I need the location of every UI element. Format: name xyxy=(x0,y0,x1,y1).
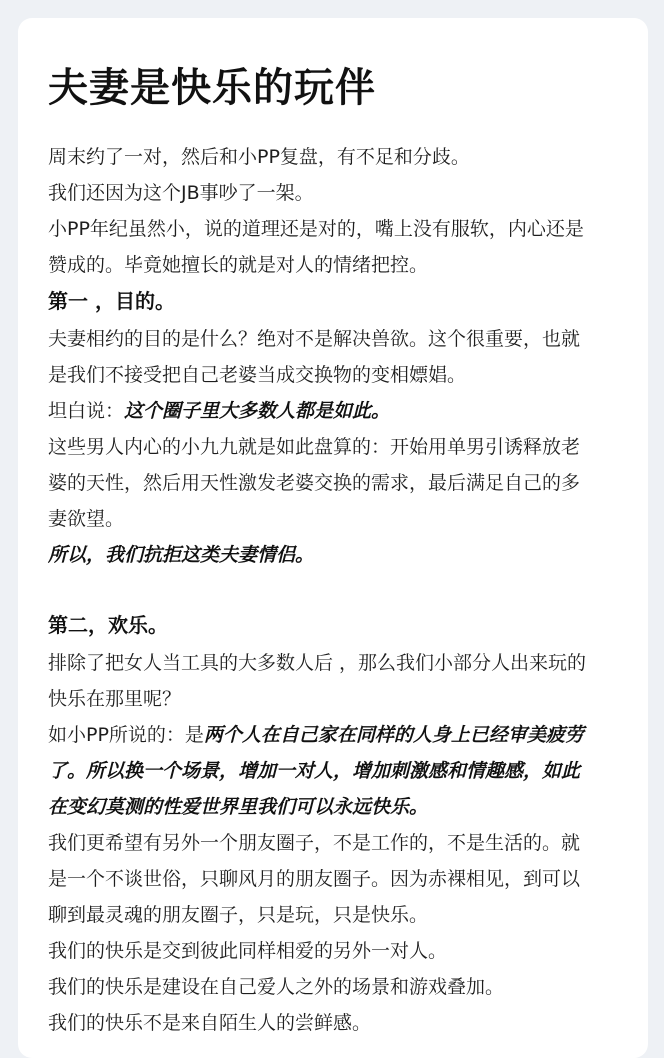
section-2-paragraph-3-line-2: 是一个不谈世俗，只聊风月的朋友圈子。因为赤裸相见，到可以 xyxy=(48,868,581,890)
section-2-paragraph-2-emphasis-1: 两个人在自己家在同样的人身上已经审美疲劳 xyxy=(203,724,584,746)
section-1-paragraph-3-line-3: 妻欲望。 xyxy=(48,508,125,530)
section-2-paragraph-2-line-1 xyxy=(48,718,616,752)
section-2-paragraph-4: 我们的快乐是交到彼此同样相爱的另外一对人。 xyxy=(48,940,448,962)
section-1-paragraph-2-prefix: 坦白说： xyxy=(48,400,125,422)
section-1-paragraph-3-line-2: 婆的天性，然后用天性激发老婆交换的需求，最后满足自己的多 xyxy=(48,472,581,494)
section-1-paragraph-1-line-2: 是我们不接受把自己老婆当成交换物的变相嫖娼。 xyxy=(48,364,467,386)
intro-paragraph-3-line-2: 赞成的。毕竟她擅长的就是对人的情绪把控。 xyxy=(48,254,429,276)
section-2-paragraph-5: 我们的快乐是建设在自己爱人之外的场景和游戏叠加。 xyxy=(48,976,505,998)
section-1-heading: 第一 ，目的。 xyxy=(48,289,175,313)
section-1-paragraph-3-line-1: 这些男人内心的小九九就是如此盘算的：开始用单男引诱释放老 xyxy=(48,436,581,458)
section-2-paragraph-3-line-1: 我们更希望有另外一个朋友圈子，不是工作的，不是生活的。就 xyxy=(48,832,581,854)
section-spacer xyxy=(48,574,648,608)
section-2-paragraph-2-emphasis-2: 了。所以换一个场景，增加一对人，增加刺激感和情趣感，如此 xyxy=(48,760,581,782)
section-1-conclusion: 所以，我们抗拒这类夫妻情侣。 xyxy=(48,544,315,566)
section-2-paragraph-2-emphasis-3: 在变幻莫测的性爱世界里我们可以永远快乐。 xyxy=(48,796,429,818)
intro-paragraph-1: 周末约了一对，然后和小PP复盘，有不足和分歧。 xyxy=(48,146,470,168)
article-title: 夫妻是快乐的玩伴 xyxy=(48,65,376,111)
section-2-paragraph-3-line-3: 聊到最灵魂的朋友圈子，只是玩，只是快乐。 xyxy=(48,904,429,926)
intro-paragraph-2: 我们还因为这个JB事吵了一架。 xyxy=(48,182,314,204)
section-2-heading: 第二，欢乐。 xyxy=(48,613,168,637)
section-2-paragraph-1-line-2: 快乐在那里呢？ xyxy=(48,688,182,710)
section-1-paragraph-2 xyxy=(48,394,616,428)
article-card xyxy=(18,18,648,1058)
section-2-paragraph-1-line-1: 排除了把女人当工具的大多数人后 ，那么我们小部分人出来玩的 xyxy=(48,652,587,674)
intro-paragraph-3-line-1: 小PP年纪虽然小，说的道理还是对的，嘴上没有服软，内心还是 xyxy=(48,218,584,240)
section-2-paragraph-6: 我们的快乐不是来自陌生人的尝鲜感。 xyxy=(48,1012,372,1034)
section-1-paragraph-2-emphasis: 这个圈子里大多数人都是如此。 xyxy=(124,400,391,422)
section-2-paragraph-2-prefix: 如小PP所说的：是 xyxy=(48,724,204,746)
section-1-paragraph-1-line-1: 夫妻相约的目的是什么？绝对不是解决兽欲。这个很重要，也就 xyxy=(48,328,581,350)
